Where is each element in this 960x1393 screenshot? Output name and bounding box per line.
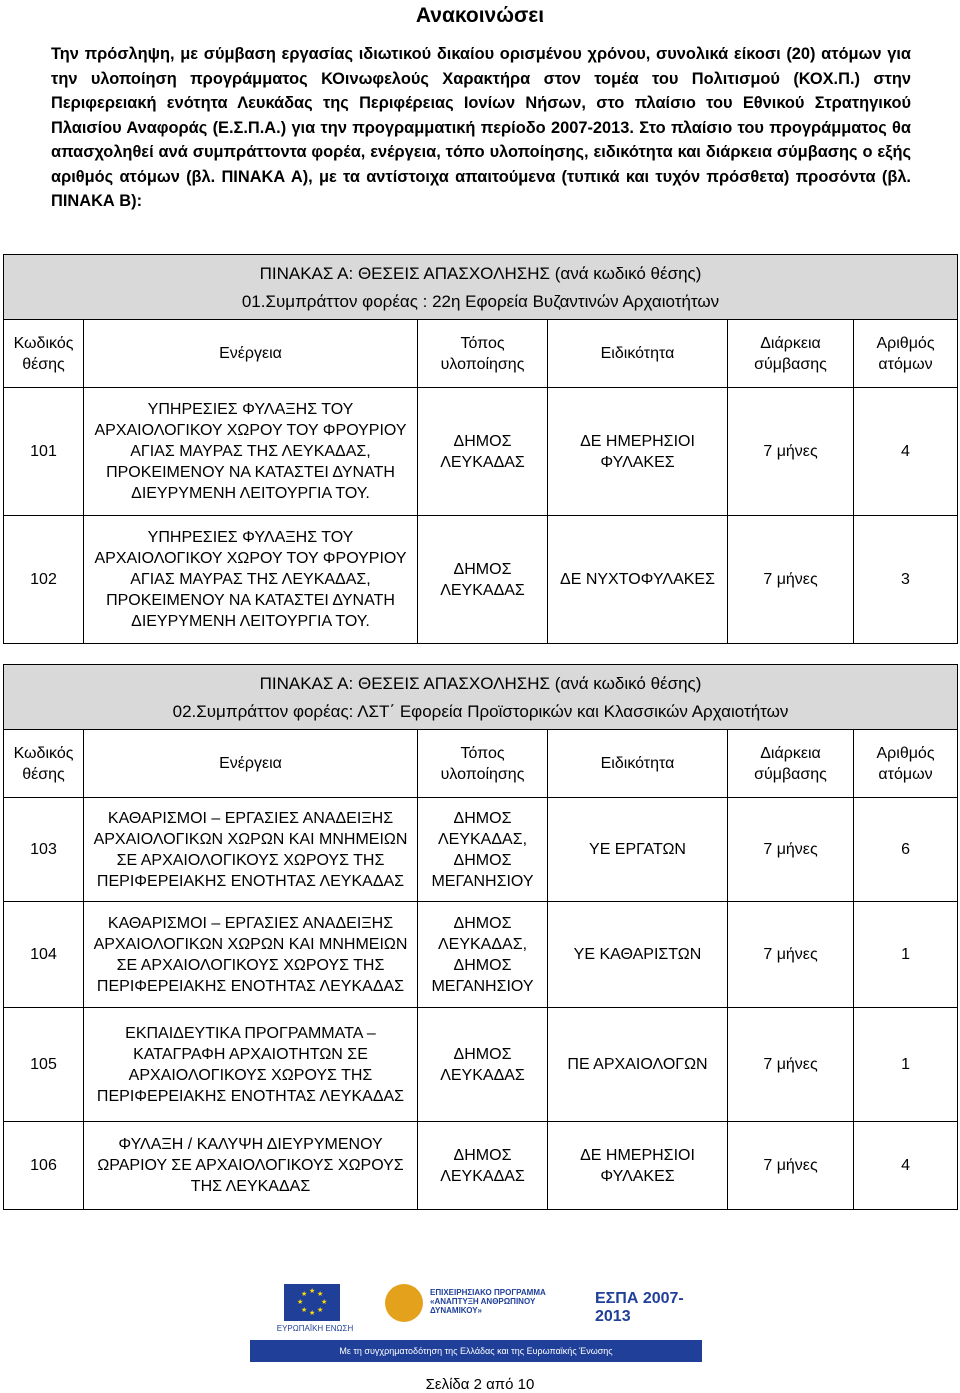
partner-line: 02.Συμπράττον φορέας: ΛΣΤ΄ Εφορεία Προϊστορικών και Κλασσικών Αρχαιοτήτων — [172, 702, 789, 721]
cell-specialty: ΠΕ ΑΡΧΑΙΟΛΟΓΩΝ — [548, 1008, 728, 1122]
eu-logo-text: ΕΥΡΩΠΑΪΚΗ ΕΝΩΣΗ — [276, 1324, 354, 1333]
cell-action: ΕΚΠΑΙΔΕΥΤΙΚΑ ΠΡΟΓΡΑΜΜΑΤΑ – ΚΑΤΑΓΡΑΦΗ ΑΡΧΑΙΟΤΗΤΩΝ ΣΕ ΑΡΧΑΙΟΛΟΓΙΚΟΥΣ ΧΩΡΟΥΣ ΤΗΣ ΠΕΡΙΦΕΡΕΙΑΚΗΣ ΕΝΟΤΗΤΑΣ ΛΕΥΚΑΔΑΣ — [84, 1008, 418, 1122]
cell-count: 6 — [854, 798, 958, 902]
header-specialty: Ειδικότητα — [548, 320, 728, 388]
cell-place: ΔΗΜΟΣ ΛΕΥΚΑΔΑΣ — [418, 516, 548, 644]
cell-specialty: ΔΕ ΗΜΕΡΗΣΙΟΙ ΦΥΛΑΚΕΣ — [548, 1122, 728, 1210]
cell-duration: 7 μήνες — [728, 1008, 854, 1122]
cell-action: ΥΠΗΡΕΣΙΕΣ ΦΥΛΑΞΗΣ ΤΟΥ ΑΡΧΑΙΟΛΟΓΙΚΟΥ ΧΩΡΟΥ ΤΟΥ ΦΡΟΥΡΙΟΥ ΑΓΙΑΣ ΜΑΥΡΑΣ ΤΗΣ ΛΕΥΚΑΔΑΣ, ΠΡΟΚΕΙΜΕΝΟΥ ΝΑ ΚΑΤΑΣΤΕΙ ΔΥΝΑΤΗ ΔΙΕΥΡΥΜΕΝΗ ΛΕΙΤΟΥΡΓΙΑ ΤΟΥ. — [84, 516, 418, 644]
cell-duration: 7 μήνες — [728, 1122, 854, 1210]
eu-flag-logo: ★ ★ ★ ★ ★ ★ ★ ★ — [284, 1284, 340, 1321]
table-row — [4, 388, 958, 516]
espa-logo: ΕΣΠΑ 2007-2013 — [595, 1290, 684, 1325]
cell-duration: 7 μήνες — [728, 798, 854, 902]
table-header-row — [4, 320, 958, 388]
cell-action: ΥΠΗΡΕΣΙΕΣ ΦΥΛΑΞΗΣ ΤΟΥ ΑΡΧΑΙΟΛΟΓΙΚΟΥ ΧΩΡΟΥ ΤΟΥ ΦΡΟΥΡΙΟΥ ΑΓΙΑΣ ΜΑΥΡΑΣ ΤΗΣ ΛΕΥΚΑΔΑΣ, ΠΡΟΚΕΙΜΕΝΟΥ ΝΑ ΚΑΤΑΣΤΕΙ ΔΥΝΑΤΗ ΔΙΕΥΡΥΜΕΝΗ ΛΕΙΤΟΥΡΓΙΑ ΤΟΥ. — [84, 388, 418, 516]
table-header-row — [4, 730, 958, 798]
cell-count: 1 — [854, 902, 958, 1008]
positions-table-1 — [3, 254, 958, 644]
cell-specialty: ΔΕ ΝΥΧΤΟΦΥΛΑΚΕΣ — [548, 516, 728, 644]
cell-code: 104 — [4, 902, 84, 1008]
table-row — [4, 516, 958, 644]
cell-count: 4 — [854, 388, 958, 516]
header-code: Κωδικός θέσης — [4, 730, 84, 798]
header-count: Αριθμός ατόμων — [854, 730, 958, 798]
cell-action: ΚΑΘΑΡΙΣΜΟΙ – ΕΡΓΑΣΙΕΣ ΑΝΑΔΕΙΞΗΣ ΑΡΧΑΙΟΛΟΓΙΚΩΝ ΧΩΡΩΝ ΚΑΙ ΜΝΗΜΕΙΩΝ ΣΕ ΑΡΧΑΙΟΛΟΓΙΚΟΥΣ ΧΩΡΟΥΣ ΤΗΣ ΠΕΡΙΦΕΡΕΙΑΚΗΣ ΕΝΟΤΗΤΑΣ ΛΕΥΚΑΔΑΣ — [84, 798, 418, 902]
cell-code: 101 — [4, 388, 84, 516]
cell-specialty: ΔΕ ΗΜΕΡΗΣΙΟΙ ΦΥΛΑΚΕΣ — [548, 388, 728, 516]
page-title: Ανακοινώσει — [415, 4, 545, 27]
cell-place: ΔΗΜΟΣ ΛΕΥΚΑΔΑΣ — [418, 1122, 548, 1210]
cell-specialty: ΥΕ ΚΑΘΑΡΙΣΤΩΝ — [548, 902, 728, 1008]
intro-paragraph: Την πρόσληψη, με σύμβαση εργασίας ιδιωτικού δικαίου ορισμένου χρόνου, συνολικά είκοσι (20) ατόμων για την υλοποίηση προγράμματος ΚΟινωφελούς Χαρακτήρα στον τομέα του Πολιτισμού (ΚΟΧ.Π.) στην Περιφερειακή ενότητα Λευκάδας της Περιφέρειας Ιονίων Νήσων, στο πλαίσιο του Εθνικού Στρατηγικού Πλαισίου Αναφοράς (Ε.Σ.Π.Α.) για την προγραμματική περίοδο 2007-2013. Στο πλαίσιο του προγράμματος θα απασχοληθεί ανά συμπράττοντα φορέα, ενέργεια, τόπο υλοποίησης, ειδικότητα και διάρκεια σύμβασης ο εξής αριθμός ατόμων (βλ. ΠΙΝΑΚΑ Α), με τα αντίστοιχα απαιτούμενα (τυπικά και τυχόν πρόσθετα) προσόντα (βλ. ΠΙΝΑΚΑ Β): — [51, 45, 911, 210]
cell-place: ΔΗΜΟΣ ΛΕΥΚΑΔΑΣ — [418, 1008, 548, 1122]
cofinancing-bar: Με τη συγχρηματοδότηση της Ελλάδας και της Ευρωπαϊκής Ένωσης — [250, 1340, 702, 1362]
positions-table-2 — [3, 664, 958, 1210]
cell-count: 4 — [854, 1122, 958, 1210]
cell-place: ΔΗΜΟΣ ΛΕΥΚΑΔΑΣ — [418, 388, 548, 516]
cell-specialty: ΥΕ ΕΡΓΑΤΩΝ — [548, 798, 728, 902]
footer-logos — [250, 1278, 702, 1362]
header-duration: Διάρκεια σύμβασης — [728, 730, 854, 798]
cell-code: 106 — [4, 1122, 84, 1210]
cell-action: ΦΥΛΑΞΗ / ΚΑΛΥΨΗ ΔΙΕΥΡΥΜΕΝΟΥ ΩΡΑΡΙΟΥ ΣΕ ΑΡΧΑΙΟΛΟΓΙΚΟΥΣ ΧΩΡΟΥΣ ΤΗΣ ΛΕΥΚΑΔΑΣ — [84, 1122, 418, 1210]
cell-code: 105 — [4, 1008, 84, 1122]
partner-line: 01.Συμπράττον φορέας : 22η Εφορεία Βυζαντινών Αρχαιοτήτων — [241, 292, 720, 311]
program-logo-text: ΕΠΙΧΕΙΡΗΣΙΑΚΟ ΠΡΟΓΡΑΜΜΑ «ΑΝΑΠΤΥΞΗ ΑΝΘΡΩΠΙΝΟΥ ΔΥΝΑΜΙΚΟΥ» — [430, 1288, 546, 1315]
table-banner — [4, 255, 958, 320]
header-count: Αριθμός ατόμων — [854, 320, 958, 388]
cell-duration: 7 μήνες — [728, 388, 854, 516]
table-banner-title: ΠΙΝΑΚΑΣ Α: ΘΕΣΕΙΣ ΑΠΑΣΧΟΛΗΣΗΣ (ανά κωδικό θέσης) — [259, 264, 702, 283]
cell-duration: 7 μήνες — [728, 516, 854, 644]
table-banner-title: ΠΙΝΑΚΑΣ Α: ΘΕΣΕΙΣ ΑΠΑΣΧΟΛΗΣΗΣ (ανά κωδικό θέσης) — [259, 674, 702, 693]
cell-action: ΚΑΘΑΡΙΣΜΟΙ – ΕΡΓΑΣΙΕΣ ΑΝΑΔΕΙΞΗΣ ΑΡΧΑΙΟΛΟΓΙΚΩΝ ΧΩΡΩΝ ΚΑΙ ΜΝΗΜΕΙΩΝ ΣΕ ΑΡΧΑΙΟΛΟΓΙΚΟΥΣ ΧΩΡΟΥΣ ΤΗΣ ΠΕΡΙΦΕΡΕΙΑΚΗΣ ΕΝΟΤΗΤΑΣ ΛΕΥΚΑΔΑΣ — [84, 902, 418, 1008]
header-action: Ενέργεια — [84, 320, 418, 388]
table-banner — [4, 665, 958, 730]
header-duration: Διάρκεια σύμβασης — [728, 320, 854, 388]
header-specialty: Ειδικότητα — [548, 730, 728, 798]
table-row — [4, 1008, 958, 1122]
header-code: Κωδικός θέσης — [4, 320, 84, 388]
cell-code: 103 — [4, 798, 84, 902]
header-place: Τόπος υλοποίησης — [418, 730, 548, 798]
table-row — [4, 798, 958, 902]
cell-count: 3 — [854, 516, 958, 644]
cell-code: 102 — [4, 516, 84, 644]
cell-place: ΔΗΜΟΣ ΛΕΥΚΑΔΑΣ, ΔΗΜΟΣ ΜΕΓΑΝΗΣΙΟΥ — [418, 798, 548, 902]
program-emblem-icon — [385, 1284, 423, 1322]
cell-count: 1 — [854, 1008, 958, 1122]
cell-duration: 7 μήνες — [728, 902, 854, 1008]
header-action: Ενέργεια — [84, 730, 418, 798]
table-row — [4, 902, 958, 1008]
page-number: Σελίδα 2 από 10 — [425, 1376, 535, 1393]
header-place: Τόπος υλοποίησης — [418, 320, 548, 388]
table-row — [4, 1122, 958, 1210]
cell-place: ΔΗΜΟΣ ΛΕΥΚΑΔΑΣ, ΔΗΜΟΣ ΜΕΓΑΝΗΣΙΟΥ — [418, 902, 548, 1008]
